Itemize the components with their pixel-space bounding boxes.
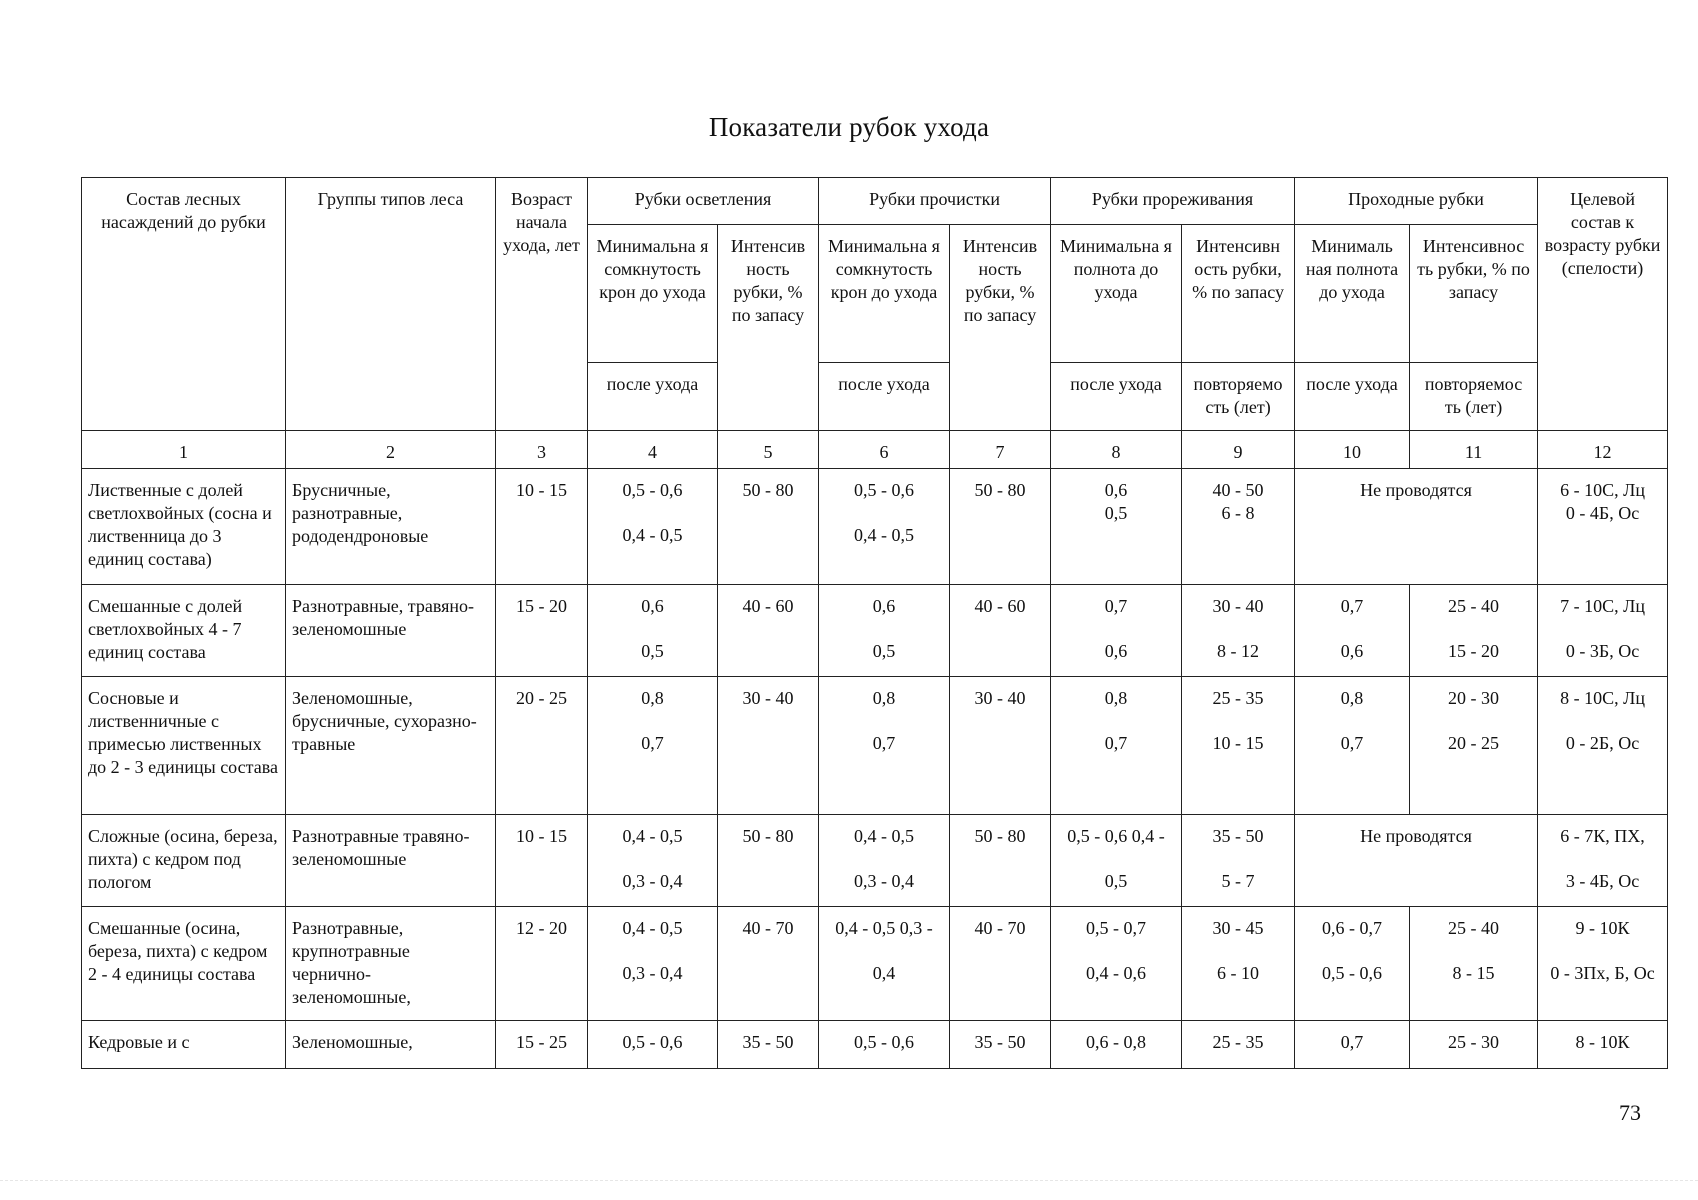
header-osvetlenie: Рубки осветления: [588, 178, 819, 225]
header-prorezhivanie: Рубки прореживания: [1051, 178, 1295, 225]
header-age-start: Возраст начала ухода, лет: [496, 178, 588, 431]
cell-value: 25 - 35: [1212, 688, 1264, 708]
cell-value: 0,4 - 0,6: [1086, 963, 1147, 983]
cell-value: 20 - 25: [1448, 733, 1500, 753]
cell-composition: Кедровые и с: [82, 1021, 286, 1069]
cell-value: 8 - 12: [1217, 641, 1260, 661]
header-prochistka: Рубки прочистки: [819, 178, 1051, 225]
cell-forest-groups: Разнотравные травяно-зеленомошные: [286, 815, 496, 907]
cell-forest-groups: Зеленомошные, брусничные, сухоразно-травные: [286, 677, 496, 815]
header-prohodnye: Проходные рубки: [1295, 178, 1538, 225]
cell-value: 0,6: [1340, 641, 1364, 661]
cell-age: 15 - 25: [496, 1021, 588, 1069]
cell-forest-groups: Разнотравные, крупнотравные чернично-зеленомошные,: [286, 907, 496, 1021]
cell-composition: Лиственные с долей светлохвойных (сосна и лиственница до 3 единиц состава): [82, 469, 286, 585]
table-row: [82, 677, 1668, 815]
cell-forest-groups: Разнотравные, травяно-зеленомошные: [286, 585, 496, 677]
header-min-closure-proch: Минимальна я сомкнутость крон до ухода: [819, 225, 950, 363]
cell-value: 0,7: [641, 733, 664, 753]
header-after-prohod: после ухода: [1295, 363, 1410, 431]
cell-value: 25 - 40: [1448, 918, 1500, 938]
cell-value: 0,4 - 0,5: [622, 525, 683, 545]
cell-value: 0,6: [1104, 480, 1128, 500]
cell-value: 0,6: [872, 596, 896, 616]
cell-forest-groups: Брусничные, разнотравные, рододендроновые: [286, 469, 496, 585]
table-row: [82, 585, 1668, 677]
header-target-composition: Целевой состав к возрасту рубки (спелости): [1538, 178, 1668, 431]
cell-value: 25 - 35: [1182, 1021, 1295, 1069]
cell-age: 20 - 25: [496, 677, 588, 815]
cell-value: 0,5 - 0,7: [1086, 918, 1147, 938]
cell-value: 25 - 40: [1448, 596, 1500, 616]
cell-value: 0,4 - 0,5: [854, 525, 915, 545]
column-number: 10: [1295, 431, 1410, 469]
cell-value: 25 - 30: [1410, 1021, 1538, 1069]
cell-value: 0 - 3Пх, Б, Ос: [1550, 963, 1655, 983]
cell-composition: Сосновые и лиственничные с примесью лиственных до 2 - 3 единицы состава: [82, 677, 286, 815]
cell-value: 0 - 4Б, Ос: [1565, 503, 1640, 523]
cell-value: 0,5: [641, 641, 664, 661]
cell-value: 0,5: [1104, 503, 1128, 523]
header-after-prorezh: после ухода: [1051, 363, 1182, 431]
cell-value: 0,6: [1104, 641, 1128, 661]
cell-value: 0,7: [1104, 733, 1128, 753]
cell-value: 10 - 15: [1212, 733, 1264, 753]
cell-value: 0,5: [1104, 871, 1128, 891]
cell-value: 50 - 80: [718, 469, 819, 585]
header-composition: Состав лесных насаждений до рубки: [82, 178, 286, 431]
cell-value: 50 - 80: [950, 469, 1051, 585]
cell-value: 0,8: [641, 688, 664, 708]
cell-value: 35 - 50: [1212, 826, 1264, 846]
cell-value: 6 - 7К, ПХ,: [1560, 826, 1645, 846]
cell-value: 0,8: [1340, 688, 1364, 708]
cell-age: 10 - 15: [496, 469, 588, 585]
table-row: [82, 469, 1668, 585]
cell-value: 0,5 - 0,6: [819, 1021, 950, 1069]
cell-value: 0,7: [1340, 596, 1364, 616]
cell-value: 0,4 - 0,5: [854, 826, 915, 846]
header-repeat-prohod: повторяемос ть (лет): [1410, 363, 1538, 431]
cell-value: 35 - 50: [950, 1021, 1051, 1069]
cell-value: 30 - 40: [1212, 596, 1264, 616]
column-number-row: [82, 431, 1668, 469]
header-after-proch: после ухода: [819, 363, 950, 431]
cell-value: 6 - 10С, Лц: [1560, 480, 1645, 500]
table-row: [82, 1021, 1668, 1069]
cell-value: 0,3 - 0,4: [854, 871, 915, 891]
header-forest-groups: Группы типов леса: [286, 178, 496, 431]
column-number: 1: [82, 431, 286, 469]
cell-value: 3 - 4Б, Ос: [1565, 871, 1640, 891]
column-number: 9: [1182, 431, 1295, 469]
header-repeat-prorezh: повторяемо сть (лет): [1182, 363, 1295, 431]
header-after-osv: после ухода: [588, 363, 718, 431]
cell-value: 0,8: [872, 688, 896, 708]
header-intensity-prohod: Интенсивнос ть рубки, % по запасу: [1410, 225, 1538, 363]
cell-value: 7 - 10С, Лц: [1560, 596, 1645, 616]
cell-value: 0,5 - 0,6 0,4 -: [1067, 826, 1165, 846]
cell-value: 50 - 80: [718, 815, 819, 907]
cell-age: 10 - 15: [496, 815, 588, 907]
cell-value: 0,7: [1295, 1021, 1410, 1069]
column-number: 2: [286, 431, 496, 469]
cell-value: 9 - 10К: [1575, 918, 1630, 938]
cell-value: 30 - 40: [950, 677, 1051, 815]
header-min-closure-osv: Минимальна я сомкнутость крон до ухода: [588, 225, 718, 363]
page-title: Показатели рубок ухода: [708, 112, 990, 142]
cell-value: 15 - 20: [1448, 641, 1500, 661]
cell-value: 0,6 - 0,8: [1051, 1021, 1182, 1069]
cell-value: 0,6 - 0,7: [1322, 918, 1383, 938]
cell-value: 0,4 - 0,5: [622, 918, 683, 938]
cell-value: 40 - 50: [1212, 480, 1264, 500]
column-number: 12: [1538, 431, 1668, 469]
column-number: 11: [1410, 431, 1538, 469]
cell-composition: Сложные (осина, береза, пихта) с кедром под пологом: [82, 815, 286, 907]
cell-not-conducted: Не проводятся: [1295, 469, 1538, 585]
cell-age: 12 - 20: [496, 907, 588, 1021]
cell-value: 6 - 8: [1221, 503, 1255, 523]
cell-age: 15 - 20: [496, 585, 588, 677]
cell-composition: Смешанные с долей светлохвойных 4 - 7 единиц состава: [82, 585, 286, 677]
cell-value: 30 - 45: [1212, 918, 1264, 938]
column-number: 8: [1051, 431, 1182, 469]
cell-value: 0,3 - 0,4: [622, 963, 683, 983]
column-number: 7: [950, 431, 1051, 469]
cell-value: 20 - 30: [1448, 688, 1500, 708]
cell-value: 0,5 - 0,6: [622, 480, 683, 500]
column-number: 3: [496, 431, 588, 469]
cell-value: 0,3 - 0,4: [622, 871, 683, 891]
cell-value: 0 - 3Б, Ос: [1565, 641, 1640, 661]
header-intensity-prorezh: Интенсивн ость рубки, % по запасу: [1182, 225, 1295, 363]
cell-value: 0,5 - 0,6: [588, 1021, 718, 1069]
cell-value: 40 - 60: [950, 585, 1051, 677]
cell-value: 50 - 80: [950, 815, 1051, 907]
header-min-density-prohod: Минималь ная полнота до ухода: [1295, 225, 1410, 363]
cell-value: 0,4 - 0,5: [622, 826, 683, 846]
cell-value: 5 - 7: [1221, 871, 1255, 891]
header-min-density-prorezh: Минимальна я полнота до ухода: [1051, 225, 1182, 363]
cell-value: 0,8: [1104, 688, 1128, 708]
thinning-indicators-table: [81, 177, 1668, 1069]
cell-value: 0,4 - 0,5 0,3 -: [835, 918, 933, 938]
cell-value: 0,4: [872, 963, 896, 983]
cell-forest-groups: Зеленомошные,: [286, 1021, 496, 1069]
column-number: 4: [588, 431, 718, 469]
cell-value: 0 - 2Б, Ос: [1565, 733, 1640, 753]
header-intensity-proch: Интенсив ность рубки, % по запасу: [950, 225, 1051, 431]
cell-value: 35 - 50: [718, 1021, 819, 1069]
cell-value: 8 - 15: [1452, 963, 1495, 983]
table-row: [82, 815, 1668, 907]
cell-value: 40 - 70: [950, 907, 1051, 1021]
cell-value: 0,6: [641, 596, 664, 616]
cell-value: 8 - 10К: [1538, 1021, 1668, 1069]
page-number: 73: [1619, 1100, 1641, 1125]
cell-value: 0,5: [872, 641, 896, 661]
cell-value: 0,7: [872, 733, 896, 753]
table-row: [82, 907, 1668, 1021]
cell-composition: Смешанные (осина, береза, пихта) с кедром 2 - 4 единицы состава: [82, 907, 286, 1021]
cell-value: 8 - 10С, Лц: [1560, 688, 1645, 708]
cell-value: 0,5 - 0,6: [1322, 963, 1383, 983]
column-number: 5: [718, 431, 819, 469]
cell-value: 0,7: [1340, 733, 1364, 753]
cell-value: 40 - 60: [718, 585, 819, 677]
cell-not-conducted: Не проводятся: [1295, 815, 1538, 907]
cell-value: 40 - 70: [718, 907, 819, 1021]
cell-value: 0,5 - 0,6: [854, 480, 915, 500]
column-number: 6: [819, 431, 950, 469]
cell-value: 0,7: [1104, 596, 1128, 616]
cell-value: 6 - 10: [1217, 963, 1260, 983]
cell-value: 30 - 40: [718, 677, 819, 815]
scan-artifact-line: [0, 1180, 1698, 1182]
header-intensity-osv: Интенсив ность рубки, % по запасу: [718, 225, 819, 431]
